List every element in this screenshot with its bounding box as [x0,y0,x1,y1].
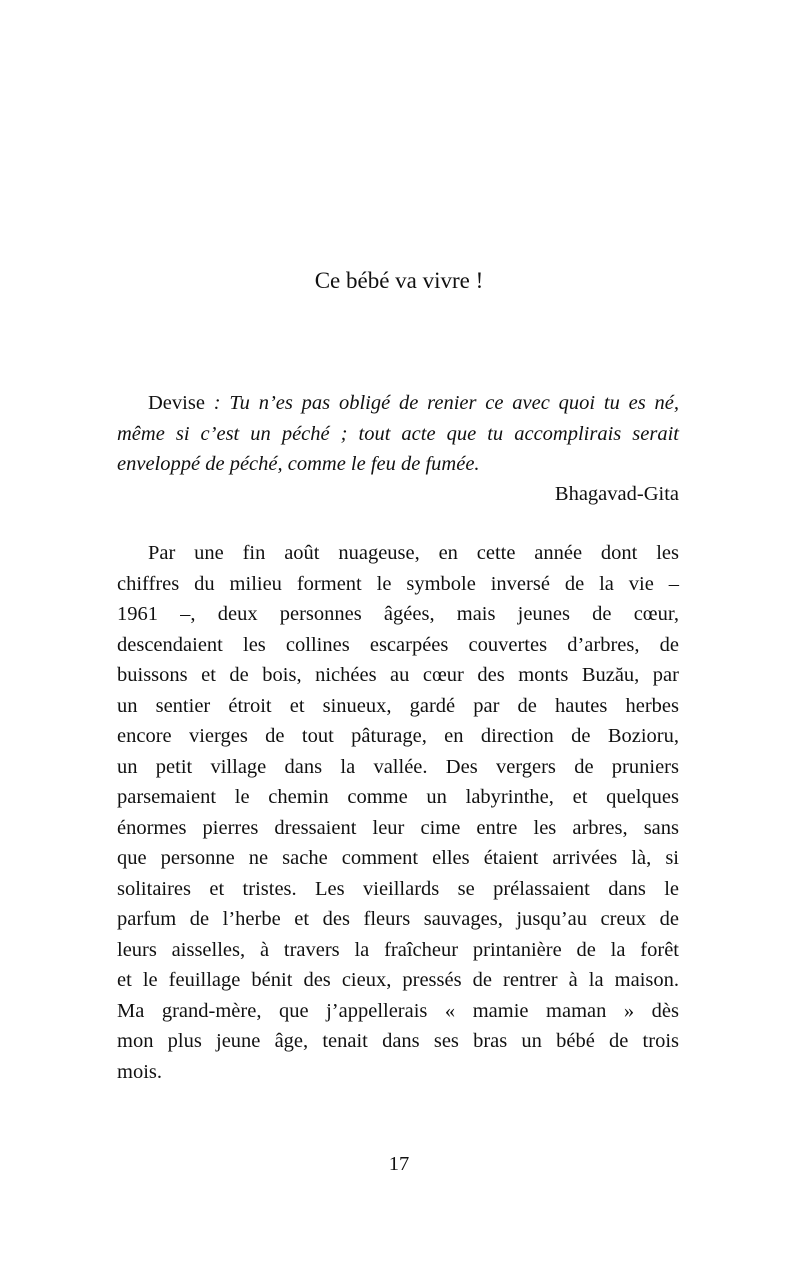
body-line: parsemaient le chemin comme un labyrinthe, et quelques [117,786,679,808]
body-line: Par une fin août nuageuse, en cette année dont les [148,542,679,564]
body-line: que personne ne sache comment elles étaient arrivées là, si [117,847,679,869]
body-line: un sentier étroit et sinueux, gardé par de hautes herbes [117,694,679,717]
page-number: 17 [388,1153,410,1175]
epigraph-separator: : [204,392,230,414]
body-line: chiffres du milieu forment le symbole inversé de la vie – [117,572,679,595]
epigraph-quote: Tu n’es pas obligé de renier ce avec quoi tu es né, même si c’est un péché ; tout acte que tu accomplirais serait enveloppé de péché, comme le feu de fumée. [117,392,679,475]
body-line: 1961 –, deux personnes âgées, mais jeunes de cœur, [117,603,679,625]
body-line: et le feuillage bénit des cieux, pressés de rentrer à la maison. [117,969,679,991]
body-line: énormes pierres dressaient leur cime entre les arbres, sans [117,816,679,839]
body-paragraph [117,538,679,1087]
body-line: mon plus jeune âge, tenait dans ses bras un bébé de trois [117,1030,679,1052]
epigraph-attribution: Bhagavad-Gita [554,483,679,505]
body-line: solitaires et tristes. Les vieillards se prélassaient dans le [117,877,679,900]
body-line: mois. [117,1060,162,1083]
chapter-title: Ce bébé va vivre ! [314,268,484,293]
body-line: parfum de l’herbe et des fleurs sauvages, jusqu’au creux de [117,908,679,930]
body-line: un petit village dans la vallée. Des vergers de pruniers [117,755,679,778]
body-line: leurs aisselles, à travers la fraîcheur printanière de la forêt [117,938,679,961]
body-line: encore vierges de tout pâturage, en direction de Bozioru, [117,725,679,747]
body-line: buissons et de bois, nichées au cœur des monts Buzău, par [117,664,679,686]
epigraph-label: Devise [148,392,205,414]
epigraph [117,388,679,480]
body-line: Ma grand-mère, que j’appellerais « mamie maman » dès [117,999,679,1022]
body-line: descendaient les collines escarpées couvertes d’arbres, de [117,633,679,656]
